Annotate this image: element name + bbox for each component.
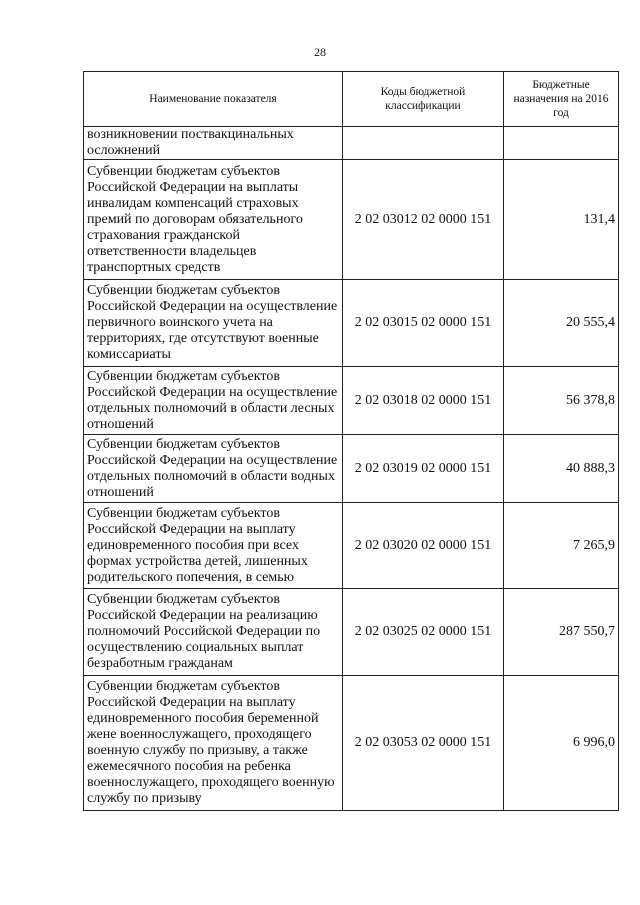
- table-row: [84, 160, 619, 280]
- amount-cell: 6 996,0: [504, 676, 619, 811]
- budget-code-cell: 2 02 03018 02 0000 151: [343, 367, 504, 435]
- header-row: [84, 72, 619, 127]
- table-row: [84, 435, 619, 503]
- header-name: Наименование показателя: [84, 72, 343, 127]
- budget-code-cell: 2 02 03053 02 0000 151: [343, 676, 504, 811]
- budget-table: [83, 71, 619, 811]
- amount-cell: 56 378,8: [504, 367, 619, 435]
- indicator-name-cell: Субвенции бюджетам субъектов Российской Федерации на осуществление отдельных полномочий в области лесных отношений: [84, 367, 343, 435]
- amount-cell: 7 265,9: [504, 503, 619, 589]
- table-row: [84, 280, 619, 367]
- indicator-name-cell: возникновении поствакцинальных осложнений: [84, 127, 343, 160]
- table-row: [84, 503, 619, 589]
- indicator-name-cell: Субвенции бюджетам субъектов Российской Федерации на осуществление первичного воинского учета на территориях, где отсутствуют военные комиссариаты: [84, 280, 343, 367]
- table-header: [84, 72, 619, 127]
- amount-cell: [504, 127, 619, 160]
- budget-code-cell: 2 02 03012 02 0000 151: [343, 160, 504, 280]
- amount-cell: 131,4: [504, 160, 619, 280]
- indicator-name-cell: Субвенции бюджетам субъектов Российской Федерации на выплату единовременного пособия беременной жене военнослужащего, проходящего военную службу по призыву, а также ежемесячного пособия на ребенка военнослужащего, проходящего военную службу по призыву: [84, 676, 343, 811]
- table-row: [84, 367, 619, 435]
- table-row: [84, 676, 619, 811]
- header-code: Коды бюджетной классификации: [343, 72, 504, 127]
- budget-code-cell: 2 02 03025 02 0000 151: [343, 589, 504, 676]
- table-body: [84, 127, 619, 811]
- page-number: 28: [314, 45, 326, 59]
- amount-cell: 287 550,7: [504, 589, 619, 676]
- indicator-name-cell: Субвенции бюджетам субъектов Российской Федерации на выплаты инвалидам компенсаций страховых премий по договорам обязательного страхования гражданской ответственности владельцев транспортных средств: [84, 160, 343, 280]
- table-row: [84, 589, 619, 676]
- indicator-name-cell: Субвенции бюджетам субъектов Российской Федерации на выплату единовременного пособия при всех формах устройства детей, лишенных родительского попечения, в семью: [84, 503, 343, 589]
- header-amount: Бюджетные назначения на 2016 год: [504, 72, 619, 127]
- amount-cell: 40 888,3: [504, 435, 619, 503]
- indicator-name-cell: Субвенции бюджетам субъектов Российской Федерации на реализацию полномочий Российской Федерации по осуществлению социальных выплат безработным гражданам: [84, 589, 343, 676]
- amount-cell: 20 555,4: [504, 280, 619, 367]
- table-row: [84, 127, 619, 160]
- budget-code-cell: 2 02 03020 02 0000 151: [343, 503, 504, 589]
- budget-code-cell: [343, 127, 504, 160]
- budget-code-cell: 2 02 03019 02 0000 151: [343, 435, 504, 503]
- indicator-name-cell: Субвенции бюджетам субъектов Российской Федерации на осуществление отдельных полномочий в области водных отношений: [84, 435, 343, 503]
- budget-code-cell: 2 02 03015 02 0000 151: [343, 280, 504, 367]
